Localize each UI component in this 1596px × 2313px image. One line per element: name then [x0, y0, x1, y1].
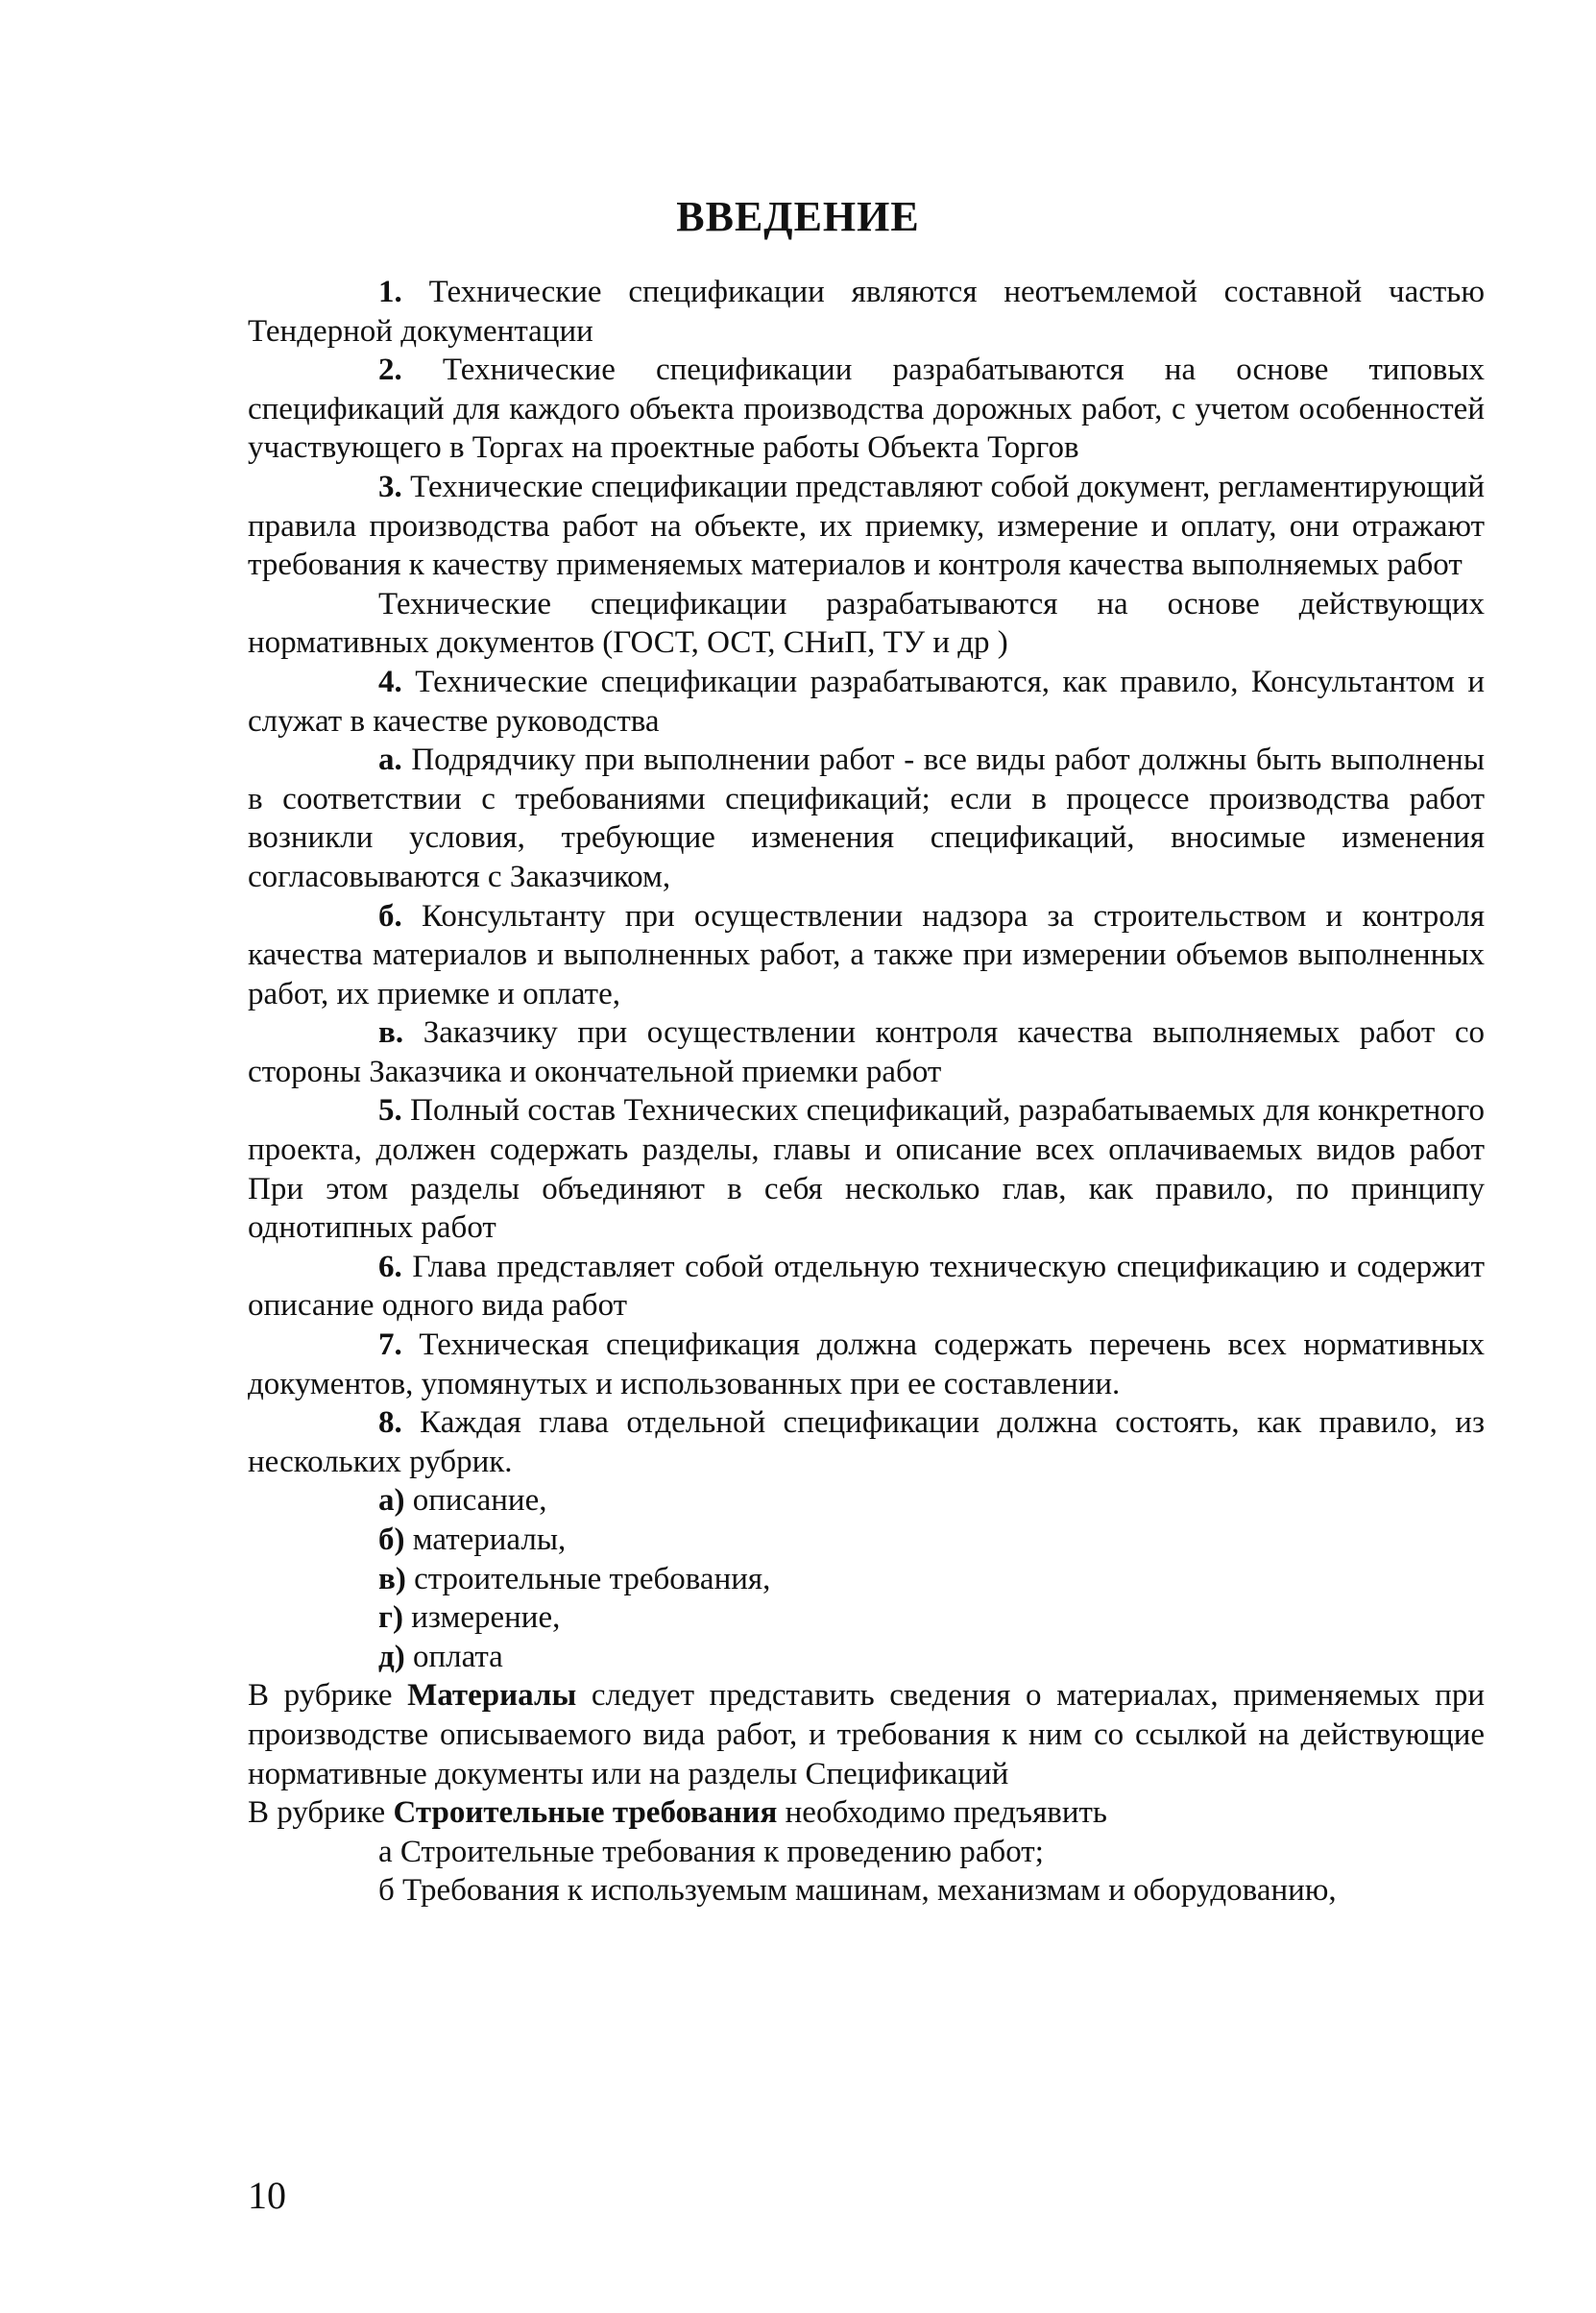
paragraph-6 [248, 1248, 1485, 1326]
paragraph-number: 6. [378, 1249, 402, 1284]
paragraph-text: Технические спецификации разрабатываются на основе типовых спецификаций для каждого объекта производства дорожных работ, с учетом особенностей участвующего в Торгах на проектные работы Объекта Торгов [248, 353, 1485, 466]
construction-heading: Строительные требования [393, 1795, 778, 1831]
page-title: ВВЕДЕНИЕ [676, 193, 920, 240]
paragraph-number: 4. [378, 664, 402, 699]
rubric-text: материалы, [404, 1522, 567, 1557]
rubric-text: оплата [404, 1639, 503, 1674]
paragraph-text: Каждая глава отдельной спецификации должна состоять, как правило, из нескольких рубрик. [248, 1405, 1485, 1479]
materials-text: следует представить сведения о материалах, применяемых при производстве описываемого вида работ, и требования к ним со ссылкой на действующие нормативные документы или на разделы Спецификаций [248, 1678, 1485, 1791]
paragraph-text: Технические спецификации разрабатываются на основе действующих нормативных документов (ГОСТ, ОСТ, СНиП, ТУ и др ) [248, 586, 1485, 661]
paragraph-number: в. [378, 1015, 404, 1051]
paragraph-number: 5. [378, 1093, 402, 1129]
rubric-text: строительные требования, [405, 1561, 771, 1596]
rubric-item [248, 1521, 1485, 1560]
rubric-text: описание, [404, 1483, 547, 1519]
rubric-marker: а) [378, 1483, 405, 1519]
paragraph-text: Технические спецификации представляют собой документ, регламентирующий правила производства работ на объекте, их приемку, измерение и оплату, они отражают требования к качеству применяемых материалов и контроля качества выполняемых работ [248, 469, 1485, 583]
rubric-marker: в) [378, 1561, 406, 1596]
construction-prefix: В рубрике [248, 1795, 394, 1831]
construction-paragraph [248, 1793, 1485, 1833]
rubric-item [248, 1560, 1485, 1599]
construction-item: б Требования к используемым машинам, механизмам и оборудованию, [378, 1873, 1337, 1909]
paragraph-4b [248, 897, 1485, 1014]
paragraph-4c [248, 1013, 1485, 1091]
rubric-item [248, 1481, 1485, 1521]
paragraph-text: Технические спецификации являются неотъемлемой составной частью Тендерной документации [248, 275, 1485, 349]
paragraph-text: Техническая спецификация должна содержать перечень всех нормативных документов, упомянутых и использованных при ее составлении. [248, 1327, 1485, 1401]
paragraph-5 [248, 1091, 1485, 1247]
paragraph-8 [248, 1403, 1485, 1481]
paragraph-number: б. [378, 898, 402, 934]
page-number: 10 [248, 2174, 286, 2217]
rubric-marker: г) [378, 1600, 403, 1636]
paragraph-7 [248, 1326, 1485, 1403]
rubric-marker: б) [378, 1522, 405, 1557]
materials-paragraph [248, 1676, 1485, 1793]
paragraph-text: Глава представляет собой отдельную техническую спецификацию и содержит описание одного вида работ [248, 1249, 1485, 1324]
document-body [248, 273, 1485, 1911]
paragraph-3 [248, 468, 1485, 585]
rubric-item [248, 1638, 1485, 1677]
paragraph-2 [248, 351, 1485, 468]
paragraph-number: 3. [378, 469, 402, 504]
paragraph-4a [248, 741, 1485, 896]
paragraph-1 [248, 273, 1485, 351]
rubric-item [248, 1598, 1485, 1638]
paragraph-text: Полный состав Технических спецификаций, разрабатываемых для конкретного проекта, должен содержать разделы, главы и описание всех оплачиваемых видов работ При этом разделы объединяют в себя несколько глав, как правило, по принципу однотипных работ [248, 1093, 1485, 1246]
materials-heading: Материалы [407, 1678, 577, 1714]
paragraph-text: Подрядчику при выполнении работ - все виды работ должны быть выполнены в соответствии с требованиями спецификаций; если в процессе производства работ возникли условия, требующие изменения спецификаций, вносимые изменения согласовываются с Заказчиком, [248, 743, 1485, 894]
rubric-marker: д) [378, 1639, 405, 1674]
paragraph-number: 1. [378, 275, 402, 309]
materials-prefix: В рубрике [248, 1678, 408, 1714]
paragraph-3-continued [248, 585, 1485, 663]
paragraph-text: Консультанту при осуществлении надзора за строительством и контроля качества материалов и выполненных работ, а также при измерении объемов выполненных работ, их приемке и оплате, [248, 898, 1485, 1011]
paragraph-number: 7. [378, 1327, 402, 1363]
construction-item: а Строительные требования к проведению работ; [378, 1834, 1044, 1869]
paragraph-number: 2. [378, 353, 402, 388]
paragraph-4 [248, 663, 1485, 741]
paragraph-number: 8. [378, 1405, 402, 1441]
paragraph-text: Технические спецификации разрабатываются, как правило, Консультантом и служат в качестве руководства [248, 664, 1485, 739]
construction-text: необходимо предъявить [777, 1795, 1107, 1831]
rubric-text: измерение, [402, 1600, 561, 1636]
paragraph-text: Заказчику при осуществлении контроля качества выполняемых работ со стороны Заказчика и окончательной приемки работ [248, 1015, 1485, 1089]
paragraph-number: а. [378, 743, 402, 778]
